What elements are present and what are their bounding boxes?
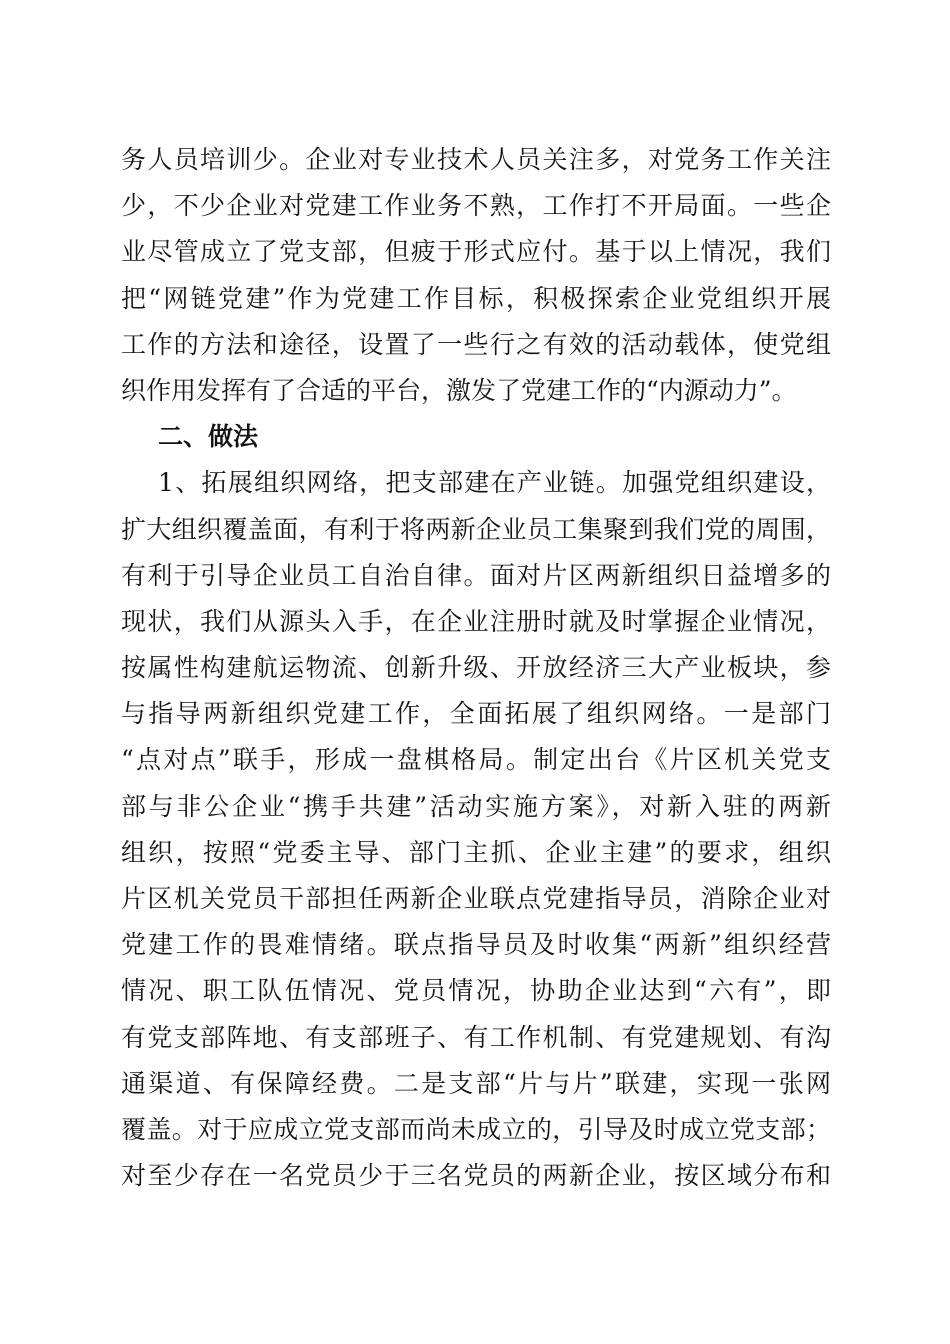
- paragraph-line: 扩大组织覆盖面，有利于将两新企业员工集聚到我们党的周围，: [121, 514, 831, 544]
- paragraph-line: 业尽管成立了党支部，但疲于形式应付。基于以上情况，我们: [121, 237, 831, 267]
- section-heading: 二、做法: [158, 422, 259, 452]
- paragraph-line: 与指导两新组织党建工作，全面拓展了组织网络。一是部门: [121, 699, 831, 729]
- paragraph-line: 片区机关党员干部担任两新企业联点党建指导员，消除企业对: [121, 884, 831, 913]
- document-body: [121, 137, 831, 1199]
- paragraph-line: 覆盖。对于应成立党支部而尚未成立的，引导及时成立党支部；: [121, 1114, 831, 1144]
- paragraph-line: 有利于引导企业员工自治自律。面对片区两新组织日益增多的: [121, 560, 831, 590]
- paragraph-line: 少，不少企业对党建工作业务不熟，工作打不开局面。一些企: [121, 191, 831, 221]
- paragraph-line: 工作的方法和途径，设置了一些行之有效的活动载体，使党组: [121, 329, 831, 359]
- paragraph-line: 1、拓展组织网络，把支部建在产业链。加强党组织建设，: [158, 468, 831, 498]
- paragraph-line: “点对点”联手，形成一盘棋格局。制定出台《片区机关党支: [121, 745, 831, 775]
- paragraph-line: 部与非公企业“携手共建”活动实施方案》，对新入驻的两新: [121, 791, 831, 821]
- paragraph-line: 务人员培训少。企业对专业技术人员关注多，对党务工作关注: [121, 145, 831, 174]
- paragraph-line: 对至少存在一名党员少于三名党员的两新企业，按区域分布和: [121, 1161, 831, 1191]
- paragraph-line: 有党支部阵地、有支部班子、有工作机制、有党建规划、有沟: [121, 1022, 831, 1052]
- paragraph-line: 织作用发挥有了合适的平台，激发了党建工作的“内源动力”。: [121, 375, 797, 405]
- paragraph-line: 按属性构建航运物流、创新升级、开放经济三大产业板块，参: [121, 653, 831, 683]
- paragraph-line: 组织，按照“党委主导、部门主抓、企业主建”的要求，组织: [121, 837, 831, 867]
- paragraph-line: 把“网链党建”作为党建工作目标，积极探索企业党组织开展: [121, 283, 831, 313]
- paragraph-line: 现状，我们从源头入手，在企业注册时就及时掌握企业情况，: [121, 606, 831, 636]
- paragraph-line: 通渠道、有保障经费。二是支部“片与片”联建，实现一张网: [121, 1068, 831, 1098]
- paragraph-line: 党建工作的畏难情绪。联点指导员及时收集“两新”组织经营: [121, 930, 831, 960]
- paragraph-line: 情况、职工队伍情况、党员情况，协助企业达到“六有”，即: [121, 976, 831, 1006]
